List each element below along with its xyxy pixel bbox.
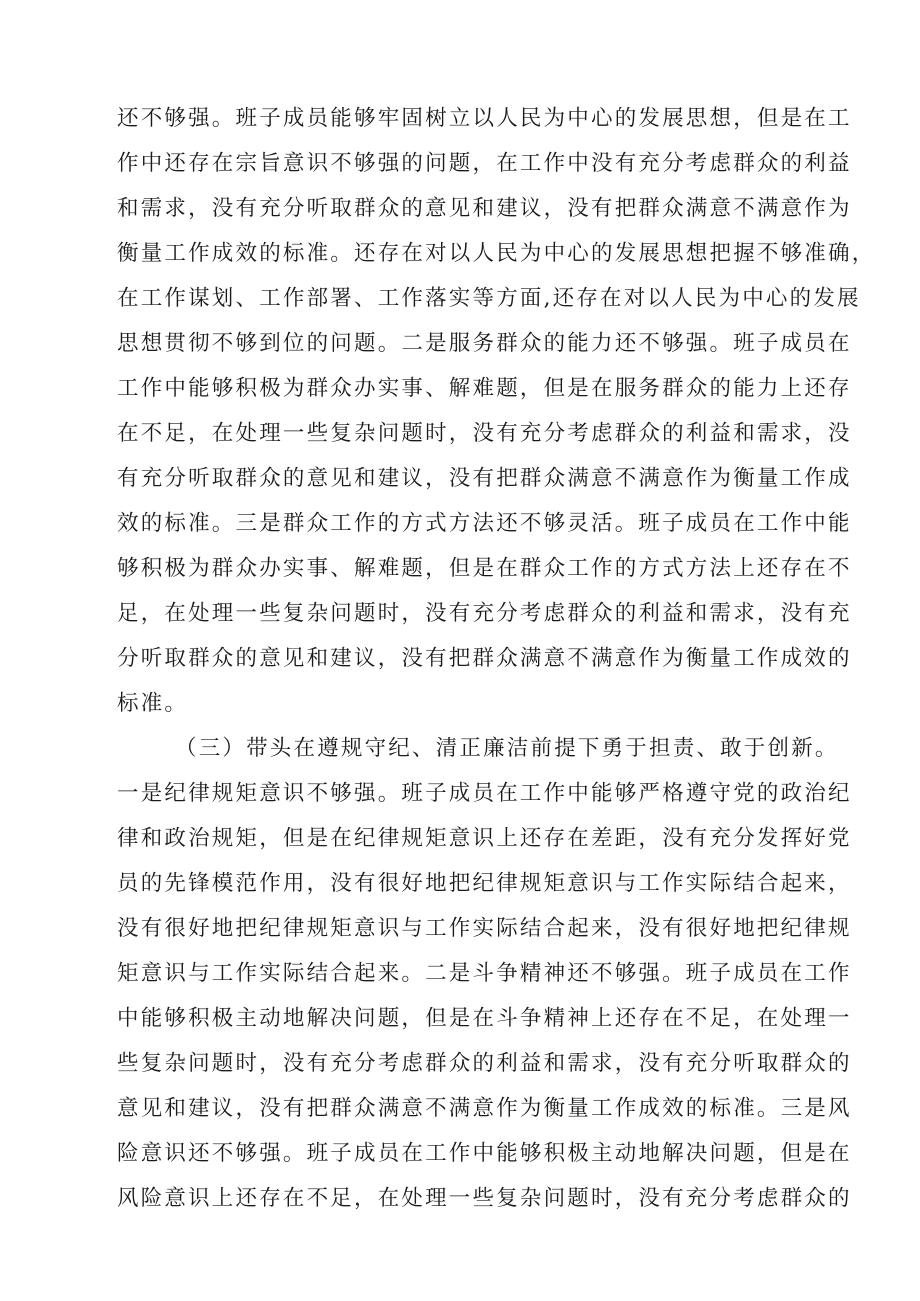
text-line: 险意识还不够强。班子成员在工作中能够积极主动地解决问题，但是在 <box>117 1141 852 1166</box>
text-line: 分听取群众的意见和建议，没有把群众满意不满意作为衡量工作成效的 <box>117 646 852 671</box>
text-line: 在不足，在处理一些复杂问题时，没有充分考虑群众的利益和需求，没 <box>117 421 852 446</box>
text-line: 作中还存在宗旨意识不够强的问题，在工作中没有充分考虑群众的利益 <box>117 151 852 176</box>
text-line: 一是纪律规矩意识不够强。班子成员在工作中能够严格遵守党的政治纪 <box>117 781 852 806</box>
text-line: 律和政治规矩，但是在纪律规矩意识上还存在差距，没有充分发挥好党 <box>117 826 852 851</box>
section-heading: （三）带头在遵规守纪、清正廉洁前提下勇于担责、敢于创新。 <box>175 736 839 761</box>
body-text <box>117 96 876 1221</box>
text-line: 些复杂问题时，没有充分考虑群众的利益和需求，没有充分听取群众的 <box>117 1051 852 1076</box>
text-line: 矩意识与工作实际结合起来。二是斗争精神还不够强。班子成员在工作 <box>117 961 852 986</box>
text-line: 够积极为群众办实事、解难题，但是在群众工作的方式方法上还存在不 <box>117 556 852 581</box>
text-line: 衡量工作成效的标准。还存在对以人民为中心的发展思想把握不够准确， <box>117 241 876 266</box>
text-line: 足，在处理一些复杂问题时，没有充分考虑群众的利益和需求，没有充 <box>117 601 852 626</box>
text-line: 思想贯彻不够到位的问题。二是服务群众的能力还不够强。班子成员在 <box>117 331 852 356</box>
text-line: 效的标准。三是群众工作的方式方法还不够灵活。班子成员在工作中能 <box>117 511 852 536</box>
text-line: 没有很好地把纪律规矩意识与工作实际结合起来，没有很好地把纪律规 <box>117 916 852 941</box>
text-line: 员的先锋模范作用，没有很好地把纪律规矩意识与工作实际结合起来， <box>117 871 852 896</box>
text-line: 风险意识上还存在不足，在处理一些复杂问题时，没有充分考虑群众的 <box>117 1186 852 1211</box>
text-line: 中能够积极主动地解决问题，但是在斗争精神上还存在不足，在处理一 <box>117 1006 852 1031</box>
text-line: 在工作谋划、工作部署、工作落实等方面,还存在对以人民为中心的发展 <box>117 286 861 311</box>
paragraph-end-line: 标准。 <box>117 691 189 716</box>
text-line: 还不够强。班子成员能够牢固树立以人民为中心的发展思想，但是在工 <box>117 106 852 131</box>
text-line: 工作中能够积极为群众办实事、解难题，但是在服务群众的能力上还存 <box>117 376 852 401</box>
text-line: 和需求，没有充分听取群众的意见和建议，没有把群众满意不满意作为 <box>117 196 852 221</box>
text-line: 有充分听取群众的意见和建议，没有把群众满意不满意作为衡量工作成 <box>117 466 852 491</box>
text-line: 意见和建议，没有把群众满意不满意作为衡量工作成效的标准。三是风 <box>117 1096 852 1121</box>
